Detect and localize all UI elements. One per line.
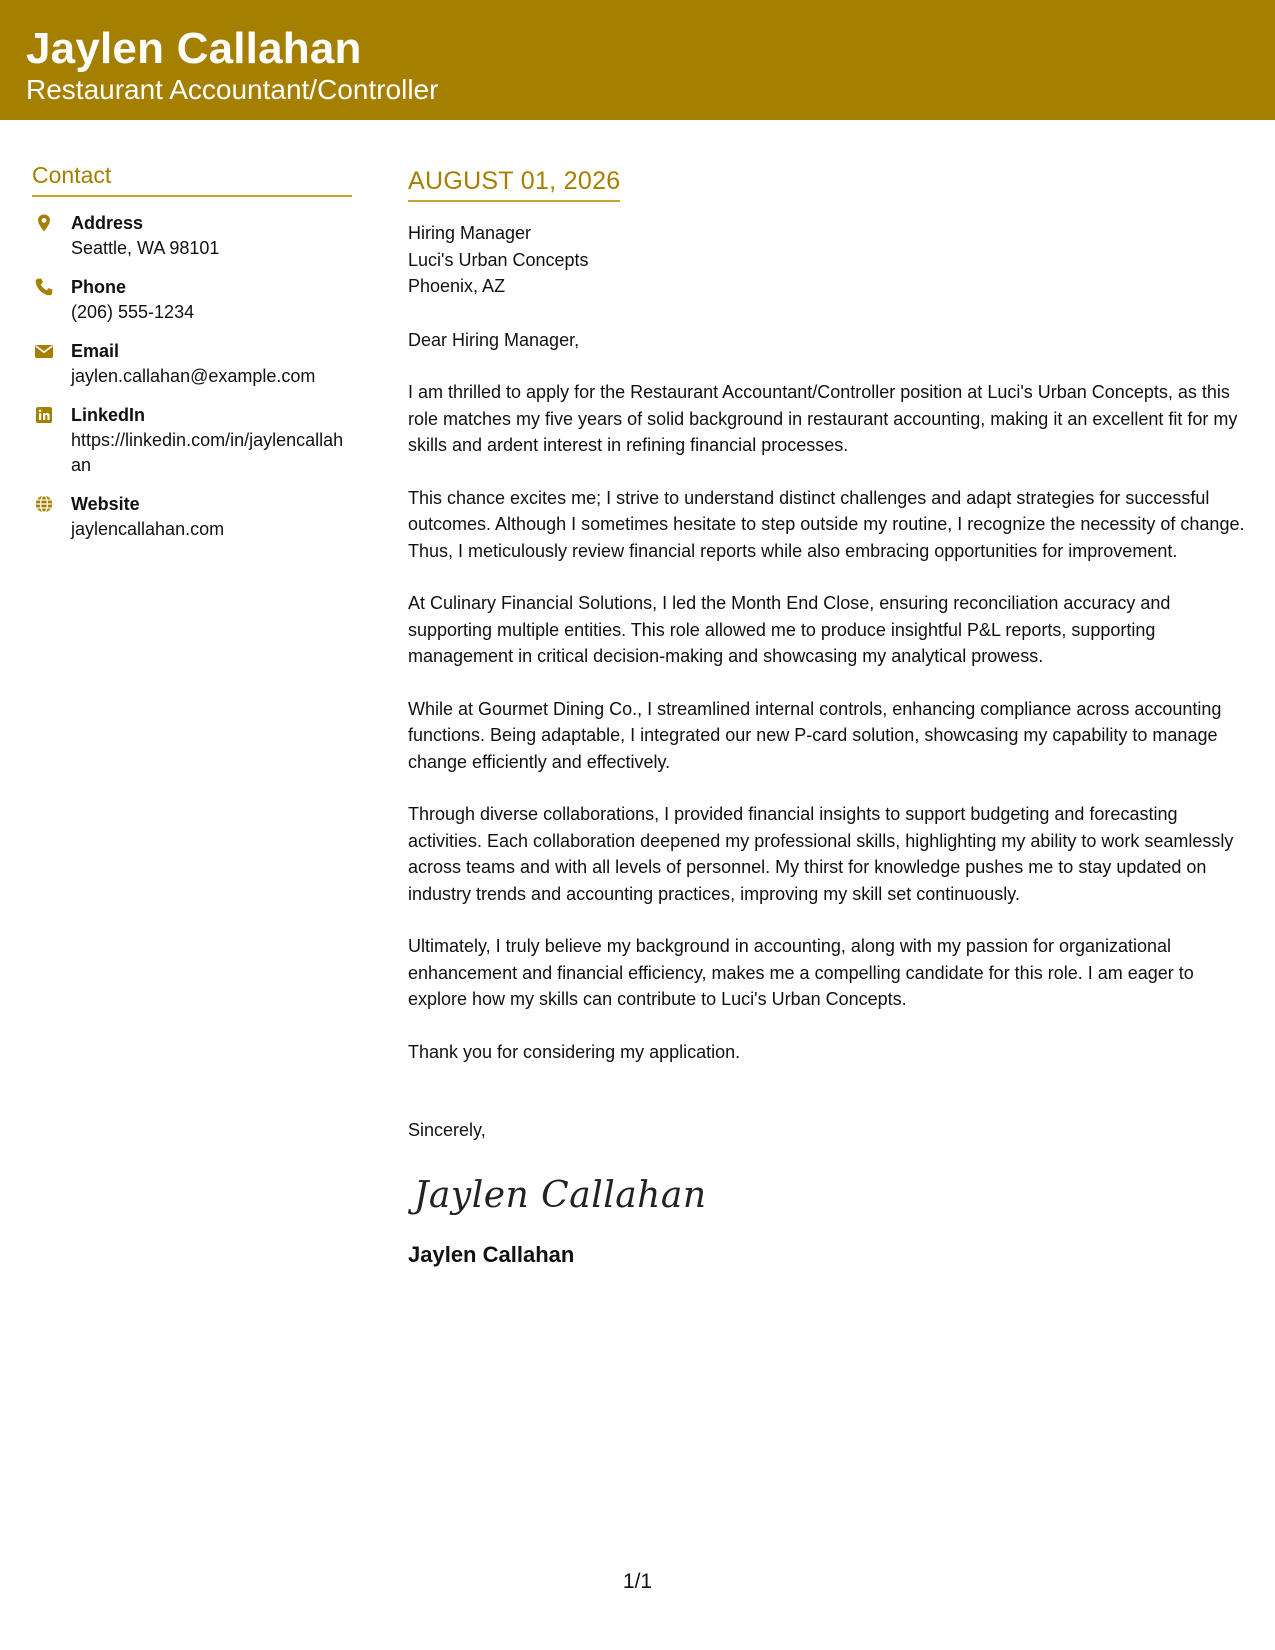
website-value[interactable]: jaylencallahan.com [71, 519, 225, 539]
closing: Sincerely, [408, 1120, 486, 1140]
letter-paragraph: I am thrilled to apply for the Restaurant Accountant/Controller position at Luci's Urban Concepts, as this role matches my five years of solid background in restaurant accounting, making it an excellent fit for my skills and ardent interest in refining financial processes. [408, 382, 1238, 455]
address-value: Seattle, WA 98101 [71, 238, 220, 258]
header-banner [0, 0, 1275, 120]
contact-section-title: Contact [32, 160, 352, 197]
envelope-icon [34, 341, 54, 361]
letter-paragraph: Through diverse collaborations, I provided financial insights to support budgeting and forecasting activities. Each collaboration deepened my professional skills, highlighting my ability to work seamlessly across teams and with all levels of personnel. My thirst for knowledge pushes me to stay updated on industry trends and accounting practices, improving my skill set continuously. [408, 804, 1234, 904]
recipient-line: Phoenix, AZ [408, 276, 506, 296]
contact-item-email [32, 339, 352, 389]
contact-label: Address [71, 213, 144, 233]
letter-paragraph: While at Gourmet Dining Co., I streamlined internal controls, enhancing compliance across accounting functions. Being adaptable, I integrated our new P-card solution, showcasing my capability to manage change efficiently and effectively. [408, 698, 1222, 772]
candidate-name: Jaylen Callahan [26, 24, 362, 73]
contact-sidebar [32, 160, 352, 556]
handwritten-signature: Jaylen Callahan [414, 1174, 707, 1216]
phone-icon [34, 277, 54, 297]
phone-value: (206) 555-1234 [71, 302, 195, 322]
letter-paragraph: Ultimately, I truly believe my background in accounting, along with my passion for organizational enhancement and financial efficiency, makes me a compelling candidate for this role. I am eager to explore how my skills can contribute to Luci's Urban Concepts. [408, 936, 1194, 1009]
linkedin-value[interactable]: https://linkedin.com/in/jaylencallahan [71, 430, 344, 475]
letter-paragraph: At Culinary Financial Solutions, I led the Month End Close, ensuring reconciliation accuracy and supporting multiple entities. This role allowed me to produce insightful P&L reports, supporting management in critical decision-making and showcasing my analytical prowess. [408, 593, 1171, 666]
recipient-line: Luci's Urban Concepts [408, 249, 589, 270]
map-marker-icon [34, 213, 54, 233]
contact-label: Website [71, 494, 140, 514]
letter-paragraph: This chance excites me; I strive to understand distinct challenges and adapt strategies for successful outcomes. Although I sometimes hesitate to step outside my routine, I recognize the necessity of change. Thus, I meticulously review financial reports while also embracing opportunities for improvement. [408, 487, 1245, 561]
signed-name: Jaylen Callahan [408, 1241, 575, 1267]
globe-icon [34, 494, 54, 514]
recipient-block [408, 220, 1253, 300]
contact-item-address [32, 211, 352, 261]
contact-item-website [32, 492, 352, 542]
letter-date: AUGUST 01, 2026 [408, 167, 621, 195]
letter-body [408, 160, 1253, 1270]
letter-paragraph: Thank you for considering my application. [408, 1041, 741, 1062]
contact-label: Phone [71, 277, 127, 297]
contact-item-linkedin [32, 403, 352, 478]
recipient-line: Hiring Manager [408, 223, 532, 243]
linkedin-icon [34, 405, 54, 425]
email-value[interactable]: jaylen.callahan@example.com [71, 366, 316, 386]
candidate-job-title: Restaurant Accountant/Controller [26, 74, 439, 105]
contact-label: Email [71, 341, 120, 361]
contact-label: LinkedIn [71, 405, 146, 425]
contact-item-phone [32, 275, 352, 325]
date-block [408, 166, 620, 202]
page-number: 1/1 [622, 1570, 653, 1593]
salutation: Dear Hiring Manager, [408, 329, 580, 350]
